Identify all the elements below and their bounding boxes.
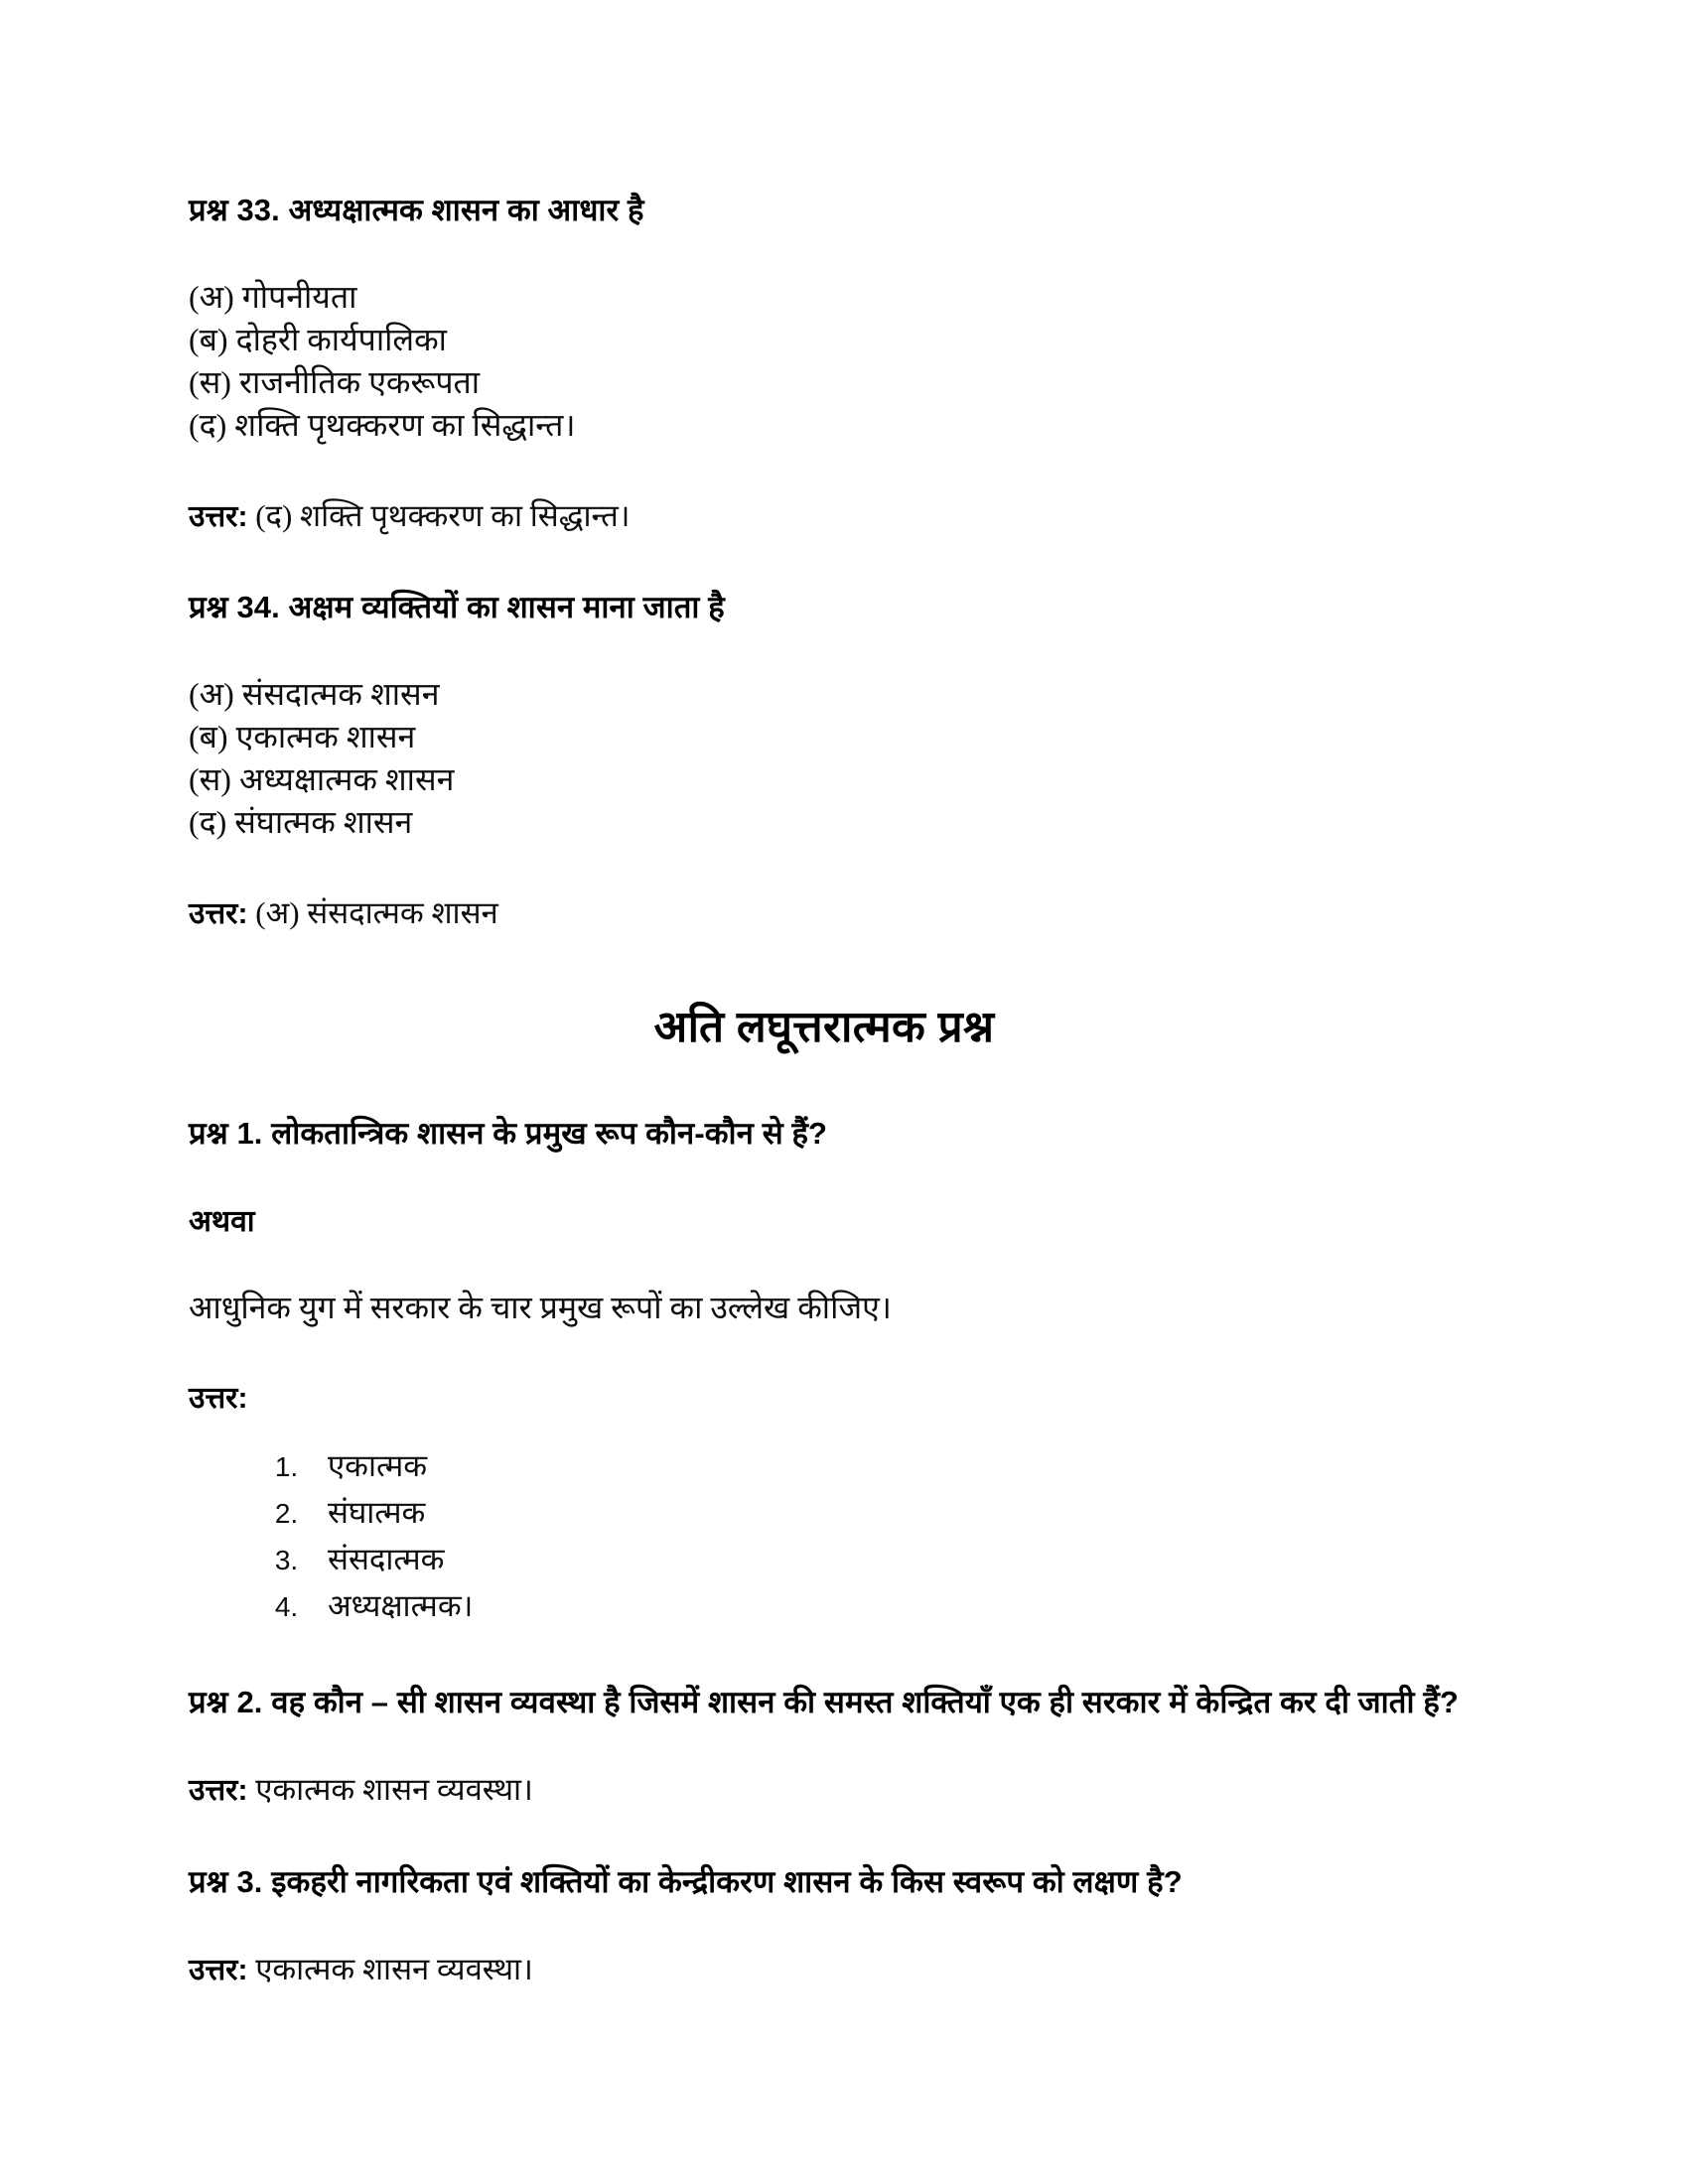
short-question-1-answer-label: उत्तर: — [189, 1382, 248, 1416]
option-item: (ब) दोहरी कार्यपालिका — [189, 321, 447, 357]
option-item: (द) शक्ति पृथक्करण का सिद्धान्त। — [189, 406, 576, 443]
question-33-options — [189, 276, 1460, 447]
short-question-3-heading: प्रश्न 3. इकहरी नागरिकता एवं शक्तियों का केन्द्रीकरण शासन के किस स्वरूप को लक्षण है? — [189, 1864, 1183, 1900]
answer-label: उत्तर: — [189, 1954, 248, 1987]
answer-label: उत्तर: — [189, 499, 248, 533]
option-item: (स) राजनीतिक एकरूपता — [189, 363, 481, 400]
option-item: (अ) संसदात्मक शासन — [189, 676, 440, 713]
document-content — [189, 189, 1460, 1992]
answer-label: उत्तर: — [189, 896, 248, 930]
short-question-2-answer — [189, 1768, 1460, 1813]
short-question-1-heading: प्रश्न 1. लोकतान्त्रिक शासन के प्रमुख रूप कौन-कौन से हैं? — [189, 1116, 828, 1152]
question-34-answer — [189, 891, 1460, 936]
option-item: (द) संघात्मक शासन — [189, 803, 413, 840]
option-item: (अ) गोपनीयता — [189, 279, 357, 316]
answer-value: (अ) संसदात्मक शासन — [255, 894, 498, 930]
short-question-2-heading: प्रश्न 2. वह कौन – सी शासन व्यवस्था है जिसमें शासन की समस्त शक्तियाँ एक ही सरकार में केन्द्रित कर दी जाती हैं? — [189, 1685, 1459, 1720]
option-item: (ब) एकात्मक शासन — [189, 719, 416, 754]
question-33-heading: प्रश्न 33. अध्यक्षात्मक शासन का आधार है — [189, 193, 644, 227]
short-question-3-answer — [189, 1948, 1460, 1992]
alternative-marker: अथवा — [189, 1205, 255, 1239]
question-34-heading: प्रश्न 34. अक्षम व्यक्तियों का शासन माना जाता है — [189, 590, 725, 625]
list-item: 2. संघात्मक — [306, 1489, 1460, 1536]
option-item: (स) अध्यक्षात्मक शासन — [189, 760, 455, 797]
answer-value: (द) शक्ति पृथक्करण का सिद्धान्त। — [255, 497, 631, 533]
answer-label: उत्तर: — [189, 1774, 248, 1808]
list-item: 3. संसदात्मक — [306, 1536, 1460, 1582]
short-question-1-answer-list — [189, 1442, 1460, 1629]
short-question-1-alternative-heading: आधुनिक युग में सरकार के चार प्रमुख रूपों का उल्लेख कीजिए। — [189, 1290, 892, 1326]
section-title: अति लघूत्तरात्मक प्रश्न — [653, 1003, 995, 1052]
answer-value: एकात्मक शासन व्यवस्था। — [255, 1952, 533, 1987]
question-33-answer — [189, 494, 1460, 539]
list-item: 1. एकात्मक — [306, 1442, 1460, 1489]
answer-value: एकात्मक शासन व्यवस्था। — [255, 1772, 533, 1808]
list-item: 4. अध्यक्षात्मक। — [306, 1582, 1460, 1629]
question-34-options — [189, 673, 1460, 844]
